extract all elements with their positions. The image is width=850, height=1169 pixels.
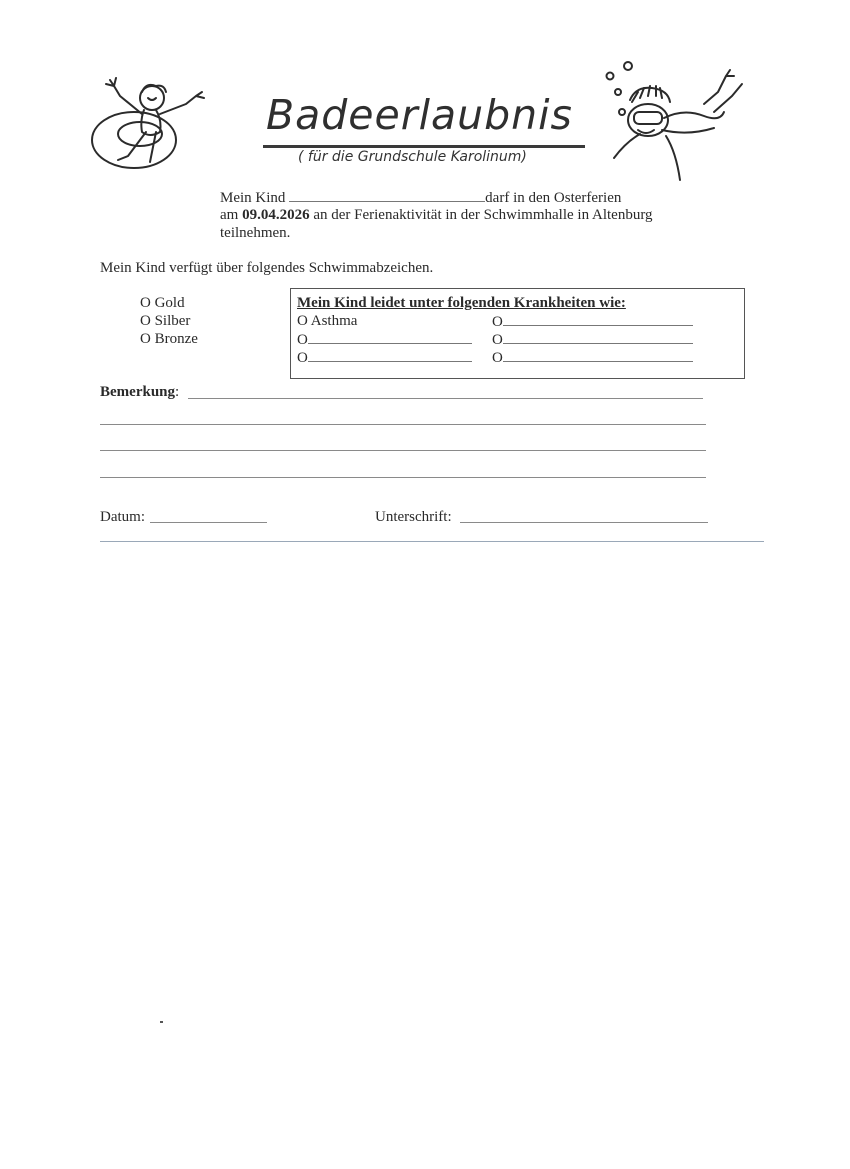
- badge-question: Mein Kind verfügt über folgendes Schwimmabzeichen.: [100, 260, 434, 276]
- intro-line-2: [220, 206, 653, 224]
- document-title: Badeerlaubnis: [266, 91, 573, 139]
- illness-left-3-field[interactable]: [308, 348, 472, 362]
- intro-line-3: teilnehmen.: [220, 225, 291, 241]
- remarks-line-1[interactable]: [188, 398, 703, 399]
- activity-date: 09.04.2026: [242, 207, 310, 223]
- document-subtitle: ( für die Grundschule Karolinum): [298, 149, 527, 165]
- illness-option-left-2[interactable]: [297, 330, 472, 349]
- intro-line-1: [220, 188, 621, 207]
- signature-field[interactable]: [460, 522, 708, 523]
- remarks-label: [100, 383, 179, 401]
- date-field[interactable]: [150, 522, 267, 523]
- diving-child-illustration: [600, 56, 750, 186]
- scan-speck: [160, 1021, 163, 1023]
- illness-right-2-marker: O: [492, 332, 503, 348]
- illness-option-asthma[interactable]: O Asthma: [297, 313, 358, 329]
- illness-right-3-field[interactable]: [503, 348, 693, 362]
- bottom-divider: [100, 541, 764, 542]
- badge-option-gold[interactable]: O Gold: [140, 295, 185, 311]
- date-label: Datum:: [100, 509, 145, 525]
- signature-label: Unterschrift:: [375, 509, 452, 525]
- badge-option-bronze[interactable]: O Bronze: [140, 331, 198, 347]
- illness-right-1-marker: O: [492, 314, 503, 330]
- illness-option-right-2[interactable]: [492, 330, 693, 349]
- illness-left-3-marker: O: [297, 350, 308, 366]
- intro-line2-prefix: am: [220, 207, 239, 223]
- illness-right-1-field[interactable]: [503, 312, 693, 326]
- remarks-colon: :: [175, 384, 180, 400]
- illness-left-2-marker: O: [297, 332, 308, 348]
- illness-right-2-field[interactable]: [503, 330, 693, 344]
- intro-line1-suffix: darf in den Osterferien: [485, 190, 622, 206]
- illness-option-right-1[interactable]: [492, 312, 693, 331]
- child-name-field[interactable]: [289, 188, 485, 202]
- child-swim-ring-illustration: [86, 70, 216, 175]
- illness-left-2-field[interactable]: [308, 330, 472, 344]
- remarks-label-text: Bemerkung: [100, 384, 175, 400]
- badge-option-silver[interactable]: O Silber: [140, 313, 191, 329]
- illness-option-right-3[interactable]: [492, 348, 693, 367]
- remarks-line-4[interactable]: [100, 477, 706, 478]
- remarks-line-3[interactable]: [100, 450, 706, 451]
- intro-line1-prefix: Mein Kind: [220, 190, 286, 206]
- title-underline: [263, 145, 585, 148]
- remarks-line-2[interactable]: [100, 424, 706, 425]
- illness-heading: Mein Kind leidet unter folgenden Krankheiten wie:: [297, 295, 626, 311]
- intro-line2-suffix: an der Ferienaktivität in der Schwimmhalle in Altenburg: [313, 207, 653, 223]
- illness-option-left-3[interactable]: [297, 348, 472, 367]
- illness-right-3-marker: O: [492, 350, 503, 366]
